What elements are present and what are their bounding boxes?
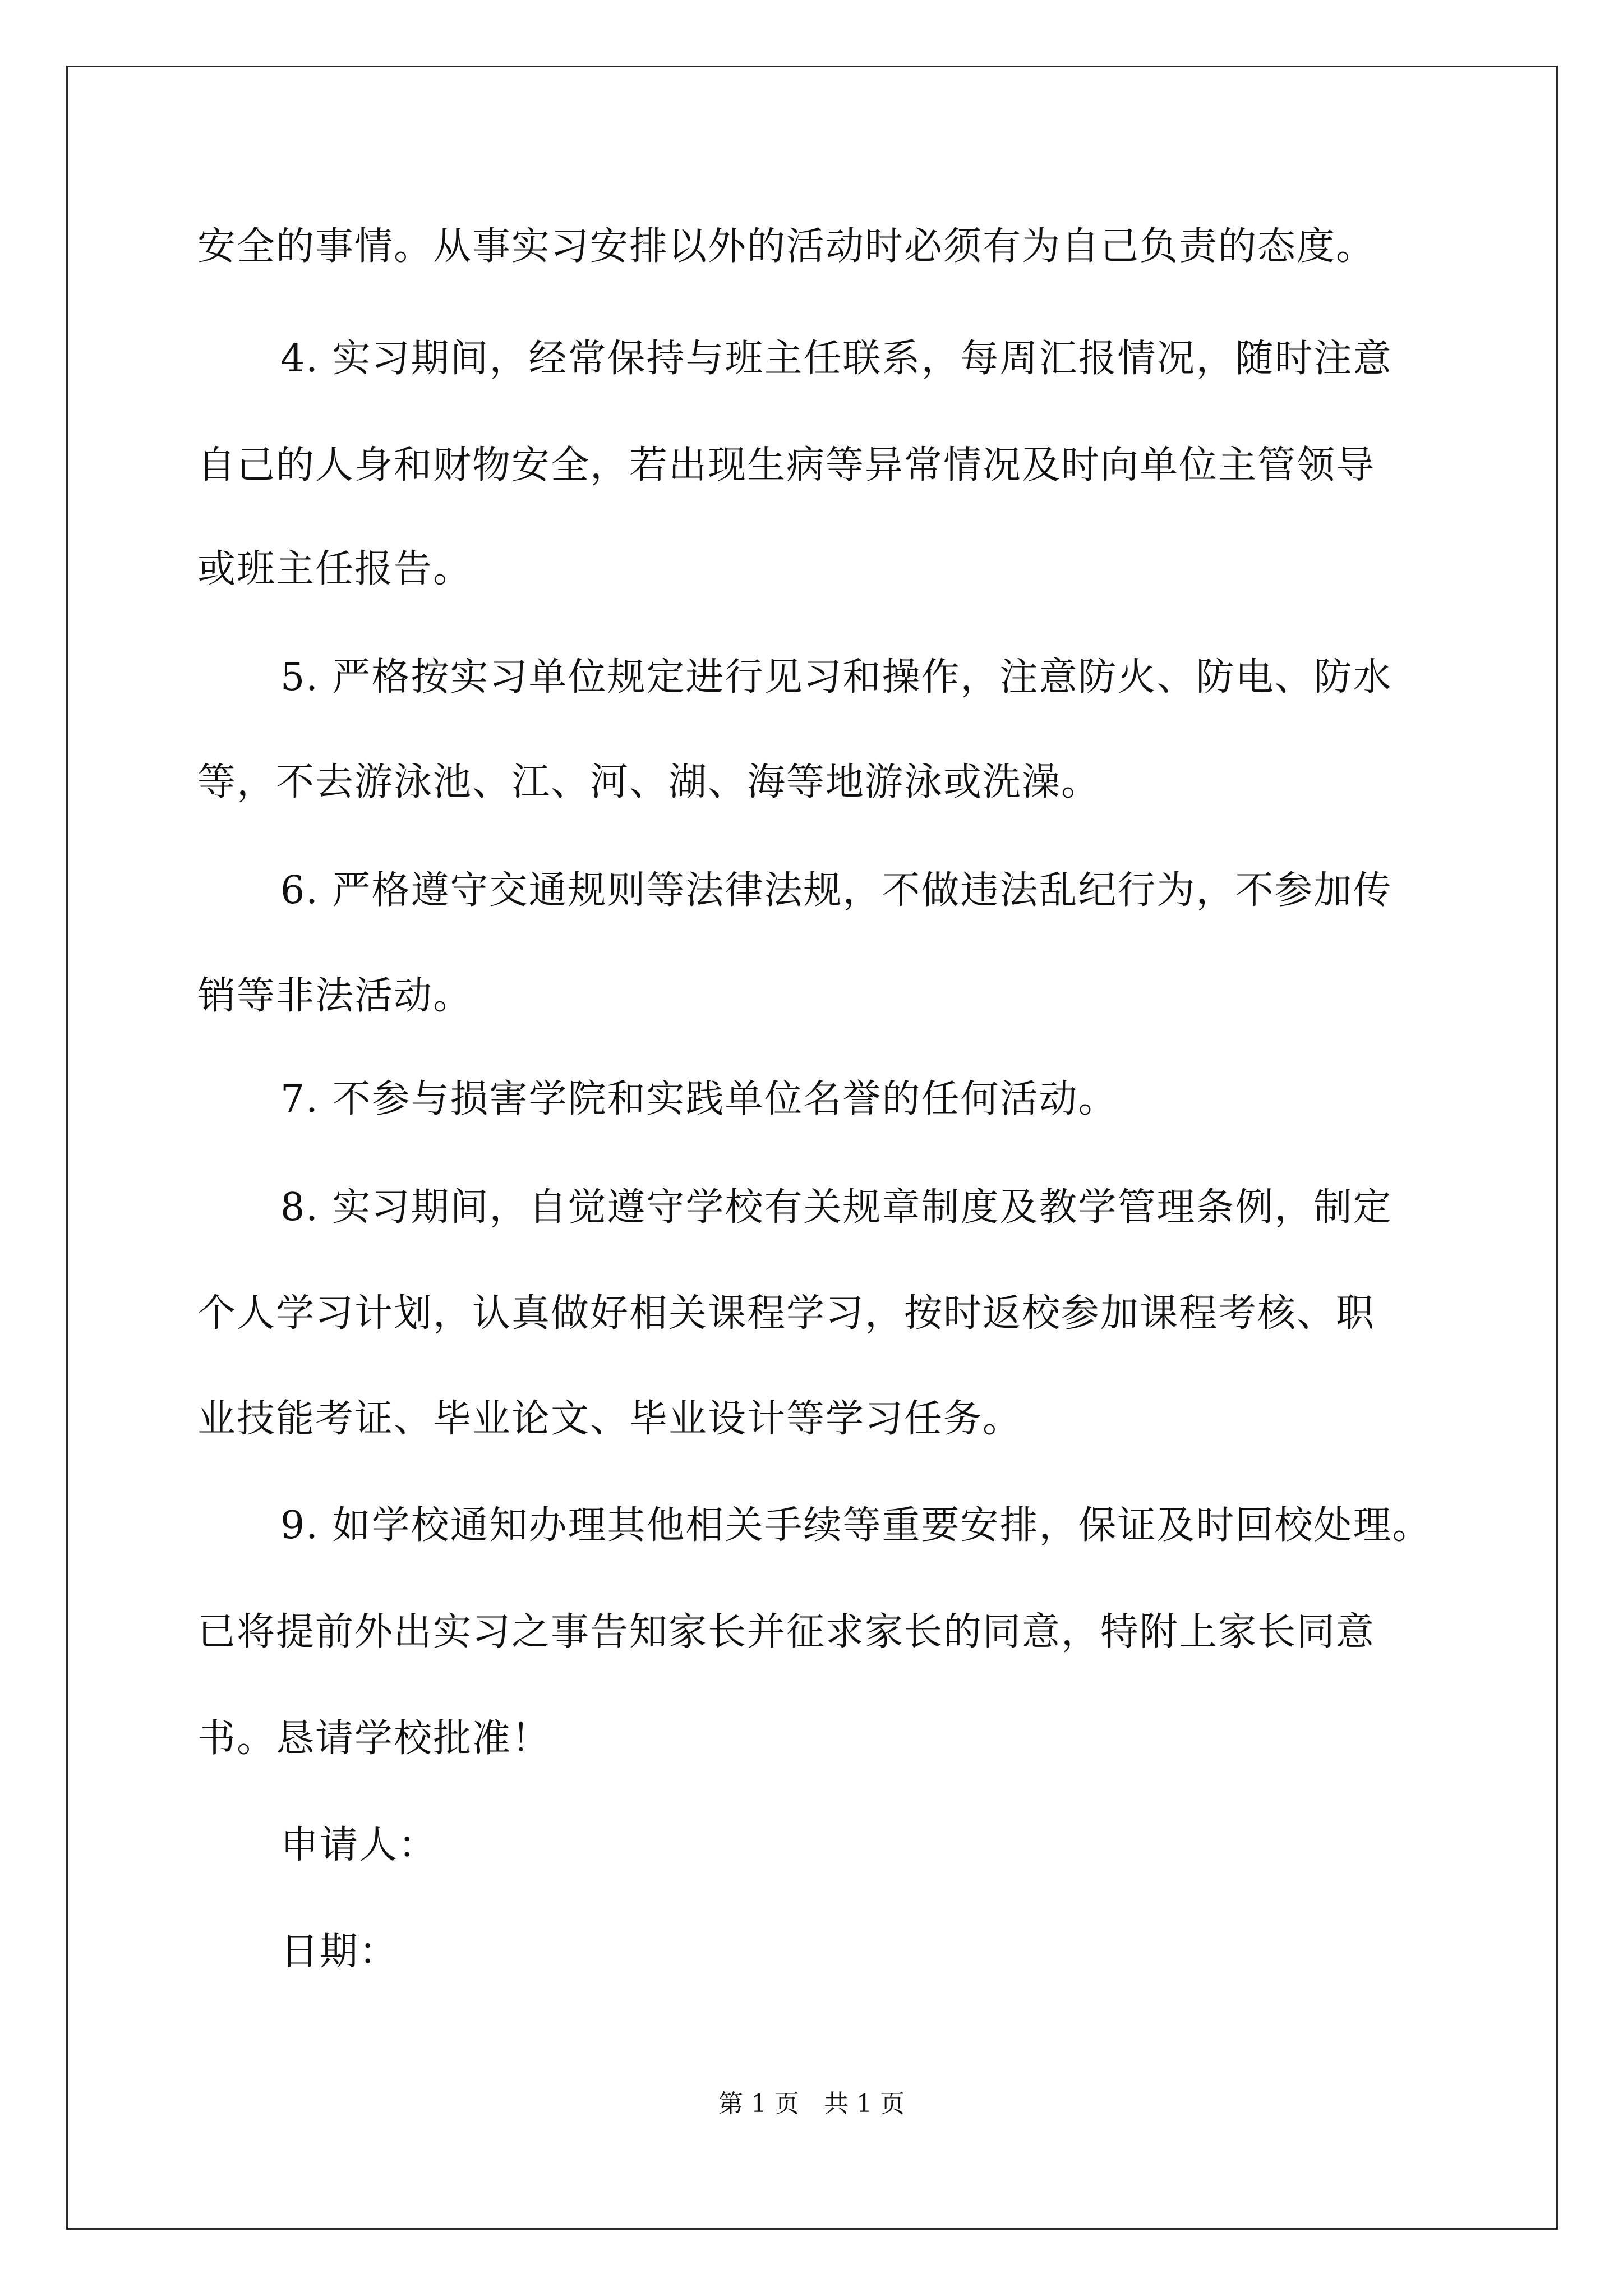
text-line: 书。恳请学校批准！ [197,1717,551,1761]
text-line: 等，不去游泳池、江、河、湖、海等地游泳或洗澡。 [197,760,1101,804]
text-line: 已将提前外出实习之事告知家长并征求家长的同意，特附上家长同意 [197,1610,1376,1654]
text-line: 个人学习计划，认真做好相关课程学习，按时返校参加课程考核、职 [197,1291,1376,1336]
text-line: 安全的事情。从事实习安排以外的活动时必须有为自己负责的态度。 [197,224,1376,269]
text-line: 5. 严格按实习单位规定进行见习和操作，注意防火、防电、防水 [280,655,1393,700]
applicant-label: 申请人： [280,1823,438,1867]
text-line: 自己的人身和财物安全，若出现生病等异常情况及时向单位主管领导 [197,443,1376,487]
text-line: 4. 实习期间，经常保持与班主任联系，每周汇报情况，随时注意 [280,337,1393,381]
text-line: 销等非法活动。 [197,974,473,1018]
page-border [66,66,1558,2230]
date-label: 日期： [280,1930,399,1974]
text-line: 8. 实习期间，自觉遵守学校有关规章制度及教学管理条例，制定 [280,1185,1393,1230]
text-line: 业技能考证、毕业论文、毕业设计等学习任务。 [197,1397,1022,1441]
text-line: 9. 如学校通知办理其他相关手续等重要安排，保证及时回校处理。 [280,1503,1432,1548]
text-line: 6. 严格遵守交通规则等法律法规，不做违法乱纪行为，不参加传 [280,868,1393,913]
text-line: 7. 不参与损害学院和实践单位名誉的任何活动。 [280,1077,1118,1121]
page-footer: 第 1 页 共 1 页 [718,2090,905,2118]
text-line: 或班主任报告。 [197,547,473,591]
